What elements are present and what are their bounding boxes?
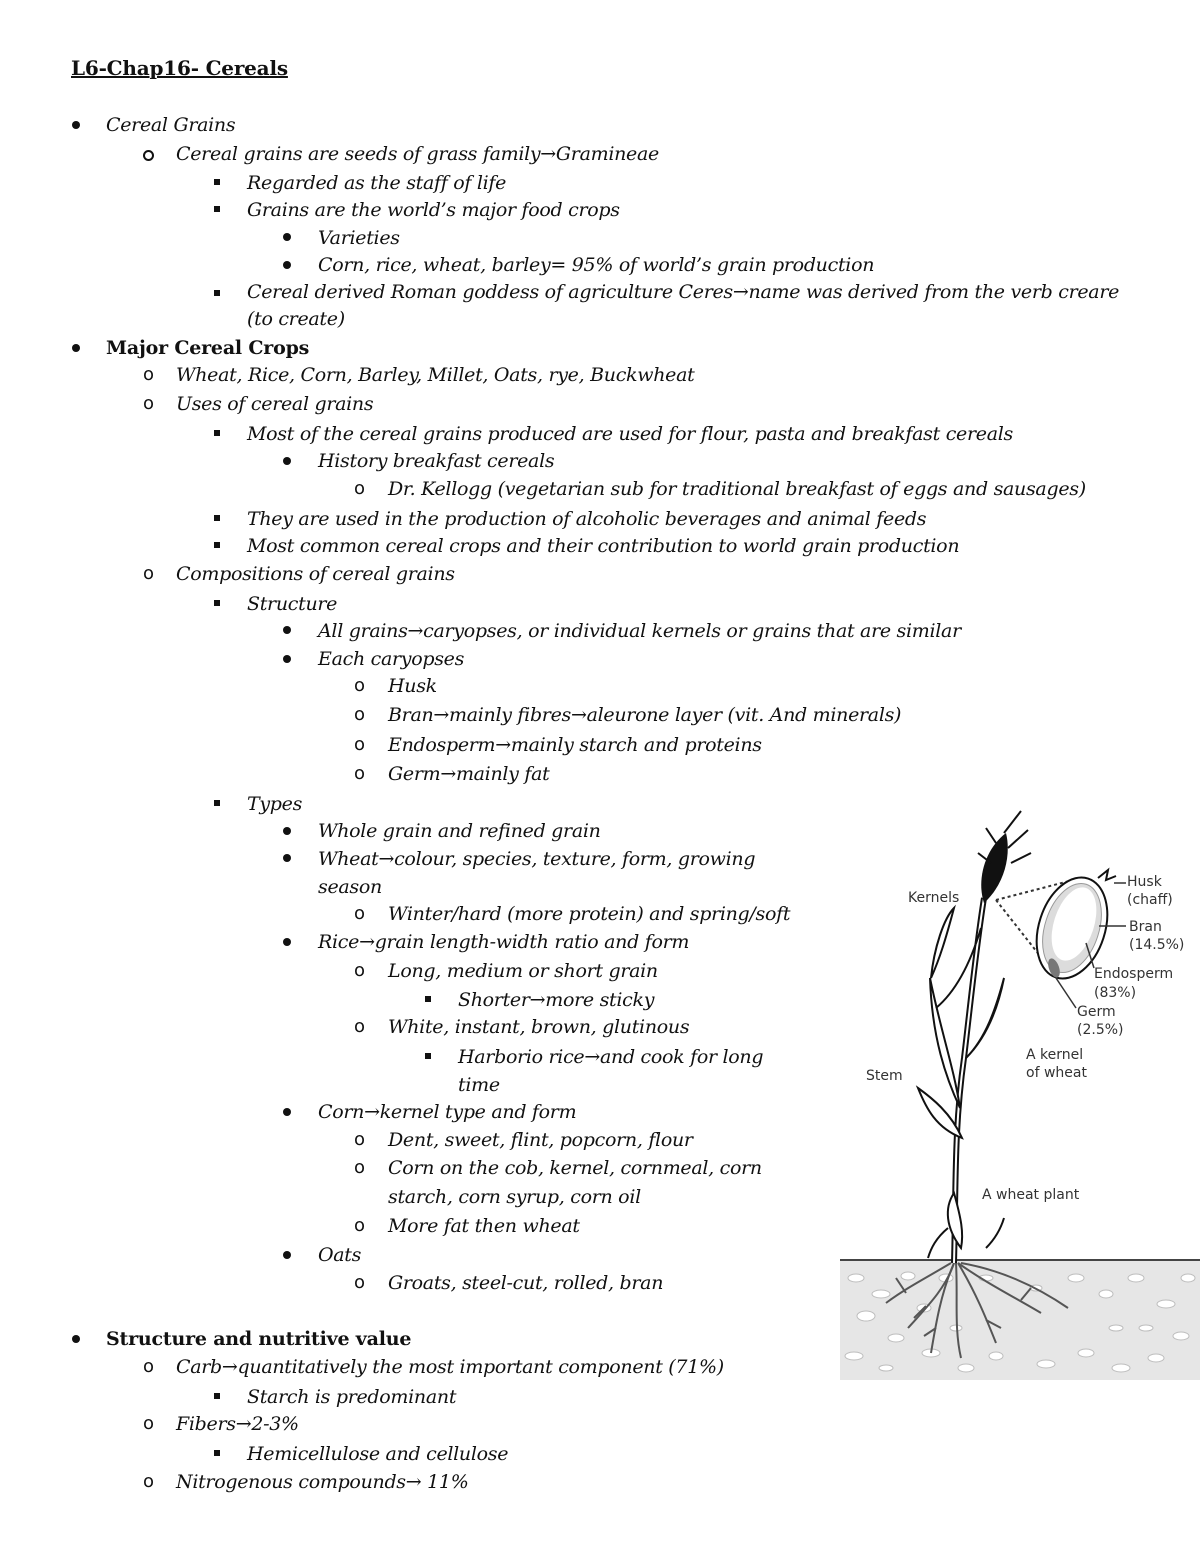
bullet-dot: [283, 261, 291, 269]
bullet-circle: [143, 150, 154, 161]
outline-item: Uses of cereal grains: [176, 393, 374, 415]
label-endosperm-pct: (83%): [1094, 985, 1137, 1001]
outline-item: Rice→grain length-width ratio and form: [318, 931, 690, 953]
bullet-circle: o: [354, 1129, 366, 1150]
outline-item: Corn, rice, wheat, barley= 95% of world’s grain production: [318, 254, 875, 276]
outline-item: Dr. Kellogg (vegetarian sub for traditional breakfast of eggs and sausages): [388, 478, 1086, 500]
outline-item: White, instant, brown, glutinous: [388, 1016, 690, 1038]
bullet-circle: o: [143, 1413, 155, 1434]
bullet-dot: [283, 827, 291, 835]
outline-item: Nitrogenous compounds→ 11%: [176, 1471, 469, 1493]
bullet-dot: [283, 1108, 291, 1116]
outline-item: Harborio rice→and cook for long time: [458, 1046, 764, 1096]
outline-item: Regarded as the staff of life: [247, 172, 507, 194]
section-heading-structure-nutritive-value: Structure and nutritive value: [106, 1328, 412, 1350]
outline-item: Varieties: [318, 227, 400, 249]
bullet-circle: o: [354, 478, 366, 499]
bullet-dot: [283, 233, 291, 241]
outline-item: Grains are the world’s major food crops: [247, 199, 620, 221]
bullet-dot: [283, 854, 291, 862]
bullet-square: [425, 996, 431, 1002]
bullet-circle: o: [354, 1272, 366, 1293]
bullet-dot: [72, 344, 80, 352]
bullet-circle: o: [354, 675, 366, 696]
label-germ-pct: (2.5%): [1077, 1022, 1124, 1038]
bullet-dot: [283, 457, 291, 465]
label-kernels: Kernels: [908, 890, 960, 906]
label-kernel-caption-2: of wheat: [1026, 1065, 1087, 1081]
outline-item: Bran→mainly fibres→aleurone layer (vit. And minerals): [388, 704, 902, 726]
label-husk: Husk: [1127, 874, 1162, 890]
bullet-circle: o: [354, 1157, 366, 1178]
outline-item: Winter/hard (more protein) and spring/soft: [388, 903, 791, 925]
label-husk-sub: (chaff): [1127, 892, 1173, 908]
bullet-square: [214, 206, 220, 212]
outline-item: Types: [247, 793, 303, 815]
outline-item: Each caryopses: [318, 648, 465, 670]
bullet-circle: o: [354, 704, 366, 725]
outline-item: Compositions of cereal grains: [176, 563, 455, 585]
bullet-dot: [283, 938, 291, 946]
bullet-circle: o: [143, 1471, 155, 1492]
wheat-ear: [978, 811, 1031, 903]
outline-item: They are used in the production of alcoholic beverages and animal feeds: [247, 508, 927, 530]
outline-item: Germ→mainly fat: [388, 763, 550, 785]
outline-item: Corn→kernel type and form: [318, 1101, 577, 1123]
label-wheat-plant: A wheat plant: [982, 1187, 1080, 1203]
soil: [840, 1260, 1200, 1380]
outline-item: Whole grain and refined grain: [318, 820, 601, 842]
bullet-circle: o: [354, 903, 366, 924]
outline-item: Hemicellulose and cellulose: [247, 1443, 509, 1465]
outline-item: Endosperm→mainly starch and proteins: [388, 734, 762, 756]
bullet-circle: o: [143, 563, 155, 584]
outline-item: Cereal derived Roman goddess of agriculture Ceres→name was derived from the verb creare (to create): [247, 281, 1120, 330]
bullet-square: [214, 1450, 220, 1456]
bullet-circle: o: [143, 393, 155, 414]
outline-item: Husk: [388, 675, 437, 697]
section-heading-major-cereal-crops: Major Cereal Crops: [106, 337, 310, 359]
bullet-square: [214, 290, 220, 296]
bullet-circle: o: [143, 364, 155, 385]
outline-item: Wheat, Rice, Corn, Barley, Millet, Oats, rye, Buckwheat: [176, 364, 695, 386]
label-germ: Germ: [1077, 1004, 1116, 1020]
outline-item: Most common cereal crops and their contribution to world grain production: [247, 535, 960, 557]
outline-item: Fibers→2-3%: [176, 1413, 299, 1435]
bullet-square: [214, 179, 220, 185]
outline-item: Structure: [247, 593, 338, 615]
bullet-dot: [72, 121, 80, 129]
bullet-circle: o: [354, 763, 366, 784]
outline-item: Oats: [318, 1244, 362, 1266]
outline-item: Most of the cereal grains produced are used for flour, pasta and breakfast cereals: [247, 423, 1013, 445]
outline-item: Cereal grains are seeds of grass family→Gramineae: [176, 143, 659, 165]
bullet-dot: [283, 1251, 291, 1259]
label-bran: Bran: [1129, 919, 1162, 935]
bullet-square: [214, 430, 220, 436]
outline-item: Shorter→more sticky: [458, 989, 655, 1011]
bullet-circle: o: [354, 1016, 366, 1037]
outline-item: All grains→caryopses, or individual kernels or grains that are similar: [318, 620, 961, 642]
outline-item: Starch is predominant: [247, 1386, 457, 1408]
outline-item: Long, medium or short grain: [388, 960, 658, 982]
outline-item-cereal-grains: Cereal Grains: [106, 114, 236, 136]
outline-item: More fat then wheat: [388, 1215, 580, 1237]
bullet-dot: [283, 655, 291, 663]
label-stem: Stem: [866, 1068, 903, 1084]
outline-item: History breakfast cereals: [318, 450, 555, 472]
outline-item: Carb→quantitatively the most important component (71%): [176, 1356, 724, 1378]
wheat-plant-diagram: [836, 808, 1200, 1380]
bullet-circle: o: [354, 734, 366, 755]
bullet-square: [214, 800, 220, 806]
outline-item: Dent, sweet, flint, popcorn, flour: [388, 1129, 693, 1151]
bullet-circle: o: [354, 1215, 366, 1236]
outline-item: Groats, steel-cut, rolled, bran: [388, 1272, 664, 1294]
outline-item: Corn on the cob, kernel, cornmeal, corn starch, corn syrup, corn oil: [388, 1157, 762, 1208]
bullet-dot: [72, 1335, 80, 1343]
label-endosperm: Endosperm: [1094, 966, 1174, 982]
label-bran-pct: (14.5%): [1129, 937, 1185, 953]
page-title: L6-Chap16- Cereals: [71, 56, 288, 80]
bullet-square: [214, 515, 220, 521]
bullet-square: [425, 1053, 431, 1059]
outline-item: Wheat→colour, species, texture, form, growing season: [318, 848, 756, 898]
bullet-dot: [283, 626, 291, 634]
bullet-square: [214, 1393, 220, 1399]
plant-stem: [918, 898, 1004, 1263]
bullet-square: [214, 600, 220, 606]
bullet-circle: o: [354, 960, 366, 981]
label-kernel-caption-1: A kernel: [1026, 1047, 1084, 1063]
bullet-circle: o: [143, 1356, 155, 1377]
bullet-square: [214, 542, 220, 548]
